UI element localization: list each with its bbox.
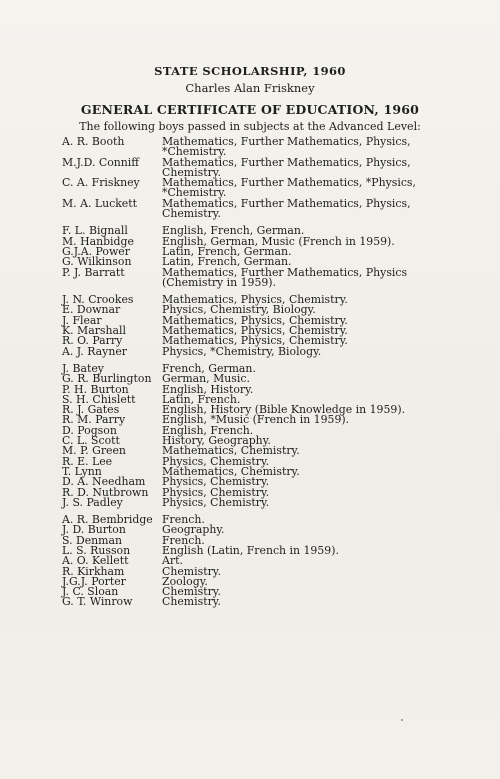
- subjects-passed: Chemistry.: [162, 564, 221, 578]
- subjects-passed: French.: [162, 513, 205, 527]
- result-group: [62, 137, 482, 219]
- subjects-passed: German, Music.: [162, 372, 250, 386]
- result-group: [62, 515, 482, 608]
- student-name: J. S. Padley: [62, 495, 123, 509]
- student-name: K. Marshall: [62, 324, 126, 338]
- student-name: R. M. Parry: [62, 413, 126, 427]
- subjects-passed: Latin, French, German.: [162, 255, 292, 269]
- student-name: R. E. Lee: [62, 454, 113, 468]
- result-group: [62, 361, 482, 509]
- subjects-passed: English, German, Music (French in 1959).: [162, 234, 395, 248]
- subjects-passed: Mathematics, Further Mathematics, Physics, *Chemistry.: [162, 135, 411, 159]
- student-name: G.J.A. Power: [62, 244, 130, 258]
- student-name: J. Flear: [62, 313, 102, 327]
- scholarship-title: STATE SCHOLARSHIP, 1960: [154, 64, 346, 78]
- subjects-passed: Mathematics, Further Mathematics, Physics (Chemistry in 1959).: [162, 265, 408, 289]
- student-name: G. R. Burlington: [62, 372, 152, 386]
- subjects-passed: Art.: [162, 554, 183, 568]
- student-name: R. Kirkham: [62, 564, 125, 578]
- student-name: F. L. Bignall: [62, 224, 128, 238]
- subjects-passed: English, French.: [162, 423, 254, 437]
- paper-speck: [401, 719, 403, 721]
- student-name: A. R. Booth: [62, 135, 125, 148]
- subjects-passed: Physics, *Chemistry, Biology.: [162, 344, 322, 358]
- result-row: [62, 344, 482, 358]
- subjects-passed: Chemistry.: [162, 585, 221, 599]
- student-name: A. R. Bembridge: [62, 513, 153, 527]
- student-name: G. T. Winrow: [62, 595, 133, 609]
- subjects-passed: Mathematics, Chemistry.: [162, 444, 300, 458]
- subjects-passed: Mathematics, Chemistry.: [162, 464, 300, 478]
- student-name: E. Downar: [62, 303, 121, 317]
- student-name: A. O. Kellett: [62, 554, 129, 568]
- subjects-passed: Mathematics, Physics, Chemistry.: [162, 324, 348, 338]
- student-name: A. J. Rayner: [62, 344, 127, 358]
- scholarship-holder-name: Charles Alan Friskney: [185, 81, 315, 95]
- student-name: T. Lynn: [62, 464, 102, 478]
- student-name: G. Wilkinson: [62, 255, 132, 269]
- student-name: M. P. Green: [62, 444, 126, 458]
- subjects-passed: French.: [162, 533, 205, 547]
- student-name: J.G.J. Porter: [62, 574, 126, 588]
- subjects-passed: Physics, Chemistry.: [162, 495, 270, 509]
- student-name: S. H. Chislett: [62, 392, 136, 406]
- student-name: M.J.D. Conniff: [62, 155, 139, 169]
- subjects-passed: Mathematics, Further Mathematics, Physics, Chemistry.: [162, 196, 411, 221]
- subjects-passed: Zoology.: [162, 574, 208, 588]
- subjects-passed: English, *Music (French in 1959).: [162, 413, 350, 427]
- student-name: R. J. Gates: [62, 403, 120, 417]
- subjects-passed: English, History.: [162, 382, 254, 396]
- subjects-passed: Mathematics, Physics, Chemistry.: [162, 313, 348, 327]
- student-name: C. L. Scott: [62, 434, 120, 448]
- student-name: M. Hanbidge: [62, 234, 134, 248]
- result-row: [62, 597, 482, 607]
- subjects-passed: Latin, French.: [162, 392, 241, 406]
- subjects-passed: Physics, Chemistry.: [162, 485, 270, 499]
- student-name: D. A. Needham: [62, 475, 146, 489]
- subjects-passed: Chemistry.: [162, 595, 221, 609]
- results-list: [62, 137, 482, 615]
- subjects-passed: Latin, French, German.: [162, 244, 292, 258]
- result-row: [62, 265, 482, 289]
- gce-section-title: GENERAL CERTIFICATE OF EDUCATION, 1960: [80, 102, 420, 117]
- subjects-passed: Mathematics, Physics, Chemistry.: [162, 334, 348, 348]
- subjects-passed: French, German.: [162, 361, 256, 375]
- subjects-passed: English (Latin, French in 1959).: [162, 543, 339, 557]
- result-row: [62, 485, 482, 499]
- subjects-passed: English, History (Bible Knowledge in 1959).: [162, 403, 406, 417]
- result-row: [62, 556, 482, 566]
- subjects-passed: Physics, Chemistry.: [162, 454, 270, 468]
- result-row: [62, 415, 482, 425]
- subjects-passed: Physics, Chemistry.: [162, 475, 270, 489]
- student-name: J. Batey: [62, 361, 104, 375]
- student-name: R. O. Parry: [62, 334, 123, 348]
- student-name: M. A. Luckett: [62, 196, 138, 210]
- subjects-passed: Mathematics, Further Mathematics, Physics, Chemistry.: [162, 155, 411, 179]
- student-name: P. J. Barratt: [62, 265, 125, 279]
- subjects-passed: Physics, Chemistry, Biology.: [162, 303, 316, 317]
- student-name: S. Denman: [62, 533, 123, 547]
- result-row: [62, 423, 482, 437]
- result-row: [62, 446, 482, 456]
- student-name: R. D. Nutbrown: [62, 485, 149, 499]
- subjects-passed: Geography.: [162, 523, 225, 537]
- result-row: [62, 178, 482, 199]
- subjects-passed: History, Geography.: [162, 434, 271, 448]
- result-row: [62, 525, 482, 535]
- result-group: [62, 226, 482, 288]
- result-row: [62, 196, 482, 221]
- subjects-passed: English, French, German.: [162, 224, 305, 238]
- student-name: J. D. Burton: [62, 523, 126, 537]
- subjects-passed: Mathematics, Physics, Chemistry.: [162, 293, 348, 307]
- result-row: [62, 155, 482, 179]
- student-name: C. A. Friskney: [62, 176, 140, 190]
- student-name: J. N. Crookes: [62, 293, 134, 307]
- result-row: [62, 495, 482, 509]
- result-row: [62, 574, 482, 588]
- intro-line: The following boys passed in subjects at the Advanced Level:: [79, 120, 421, 133]
- result-group: [62, 295, 482, 357]
- student-name: L. S. Russon: [62, 543, 131, 557]
- student-name: P. H. Burton: [62, 382, 129, 396]
- result-row: [62, 137, 482, 158]
- student-name: D. Pogson: [62, 423, 117, 437]
- subjects-passed: Mathematics, Further Mathematics, *Physics, *Chemistry.: [162, 176, 416, 200]
- student-name: J. C. Sloan: [62, 585, 119, 599]
